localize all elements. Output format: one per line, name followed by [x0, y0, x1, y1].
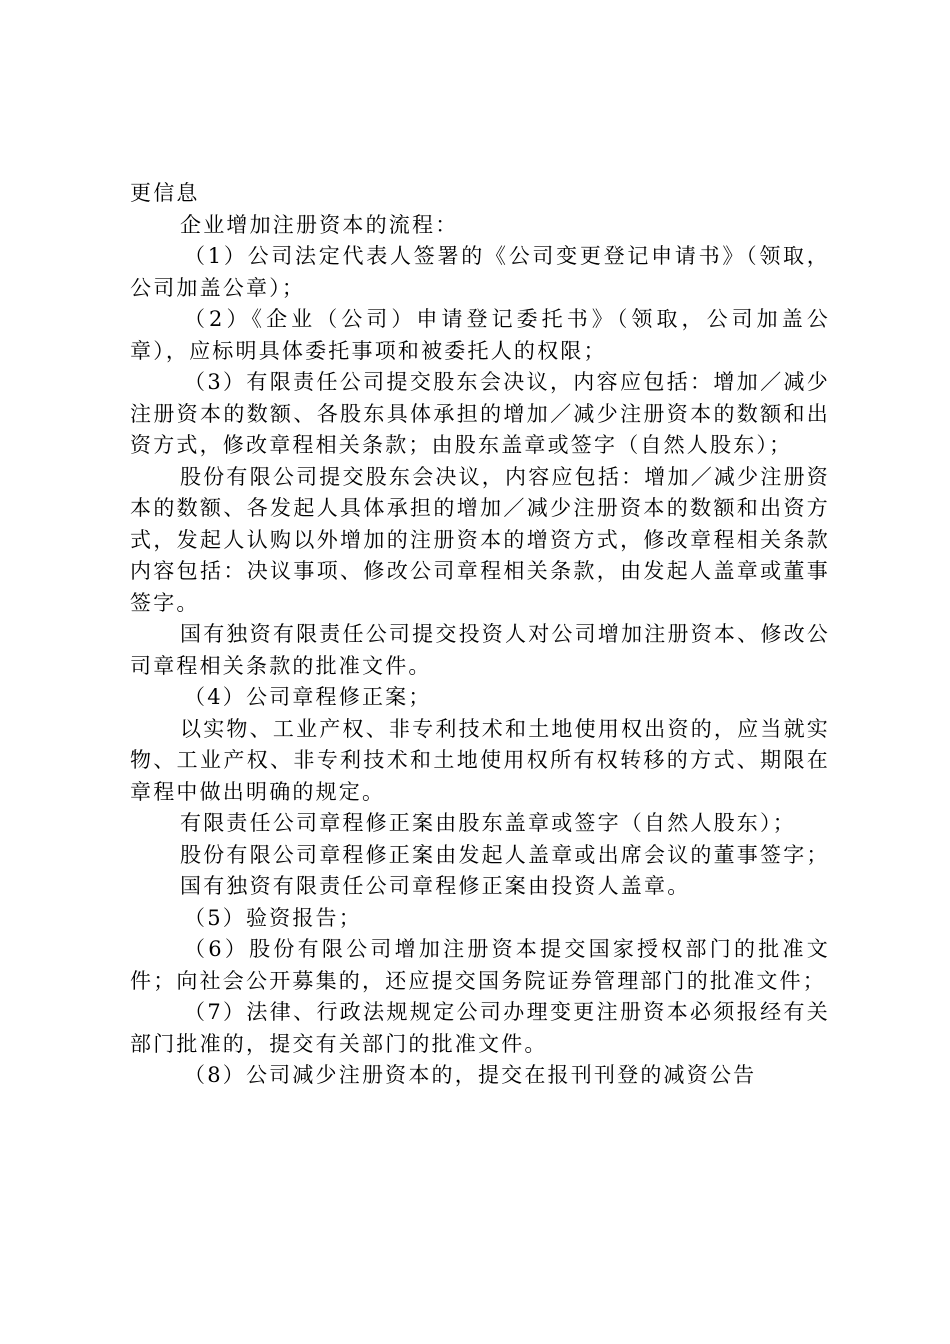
paragraph-item-2: （2）《企业（公司）申请登记委托书》（领取，公司加盖公章），应标明具体委托事项和被委托人的权限； [130, 307, 830, 363]
paragraph-item-5: （5）验资报告； [184, 905, 362, 930]
paragraph-jsc-amendment: 股份有限公司章程修正案由发起人盖章或出席会议的董事签字； [180, 842, 830, 867]
paragraph-continuation: 更信息 [130, 181, 200, 205]
document-body [130, 178, 830, 1092]
paragraph-item-6: （6）股份有限公司增加注册资本提交国家授权部门的批准文件；向社会公开募集的，还应提交国务院证券管理部门的批准文件； [130, 937, 830, 993]
paragraph-state-owned-approval: 国有独资有限责任公司提交投资人对公司增加注册资本、修改公司章程相关条款的批准文件。 [130, 622, 830, 678]
paragraph-process-heading: 企业增加注册资本的流程： [180, 212, 459, 237]
paragraph-joint-stock-resolution: 股份有限公司提交股东会决议，内容应包括：增加／减少注册资本的数额、各发起人具体承担的增加／减少注册资本的数额和出资方式，发起人认购以外增加的注册资本的增资方式，修改章程相关条款内容包括：决议事项、修改公司章程相关条款，由发起人盖章或董事签字。 [130, 464, 830, 615]
paragraph-item-4: （4）公司章程修正案； [184, 685, 432, 709]
paragraph-item-8: （8）公司减少注册资本的，提交在报刊刊登的减资公告 [184, 1063, 757, 1087]
paragraph-llc-amendment: 有限责任公司章程修正案由股东盖章或签字（自然人股东）； [180, 811, 796, 835]
paragraph-state-owned-amendment: 国有独资有限责任公司章程修正案由投资人盖章。 [180, 874, 691, 898]
paragraph-in-kind-contribution: 以实物、工业产权、非专利技术和土地使用权出资的，应当就实物、工业产权、非专利技术和土地使用权所有权转移的方式、期限在章程中做出明确的规定。 [130, 716, 830, 804]
paragraph-item-7: （7）法律、行政法规规定公司办理变更注册资本必须报经有关部门批准的，提交有关部门的批准文件。 [130, 1000, 830, 1056]
paragraph-item-3: （3）有限责任公司提交股东会决议，内容应包括：增加／减少注册资本的数额、各股东具体承担的增加／减少注册资本的数额和出资方式，修改章程相关条款；由股东盖章或签字（自然人股东）； [130, 370, 830, 457]
paragraph-item-1: （1）公司法定代表人签署的《公司变更登记申请书》（领取，公司加盖公章）； [130, 244, 830, 300]
